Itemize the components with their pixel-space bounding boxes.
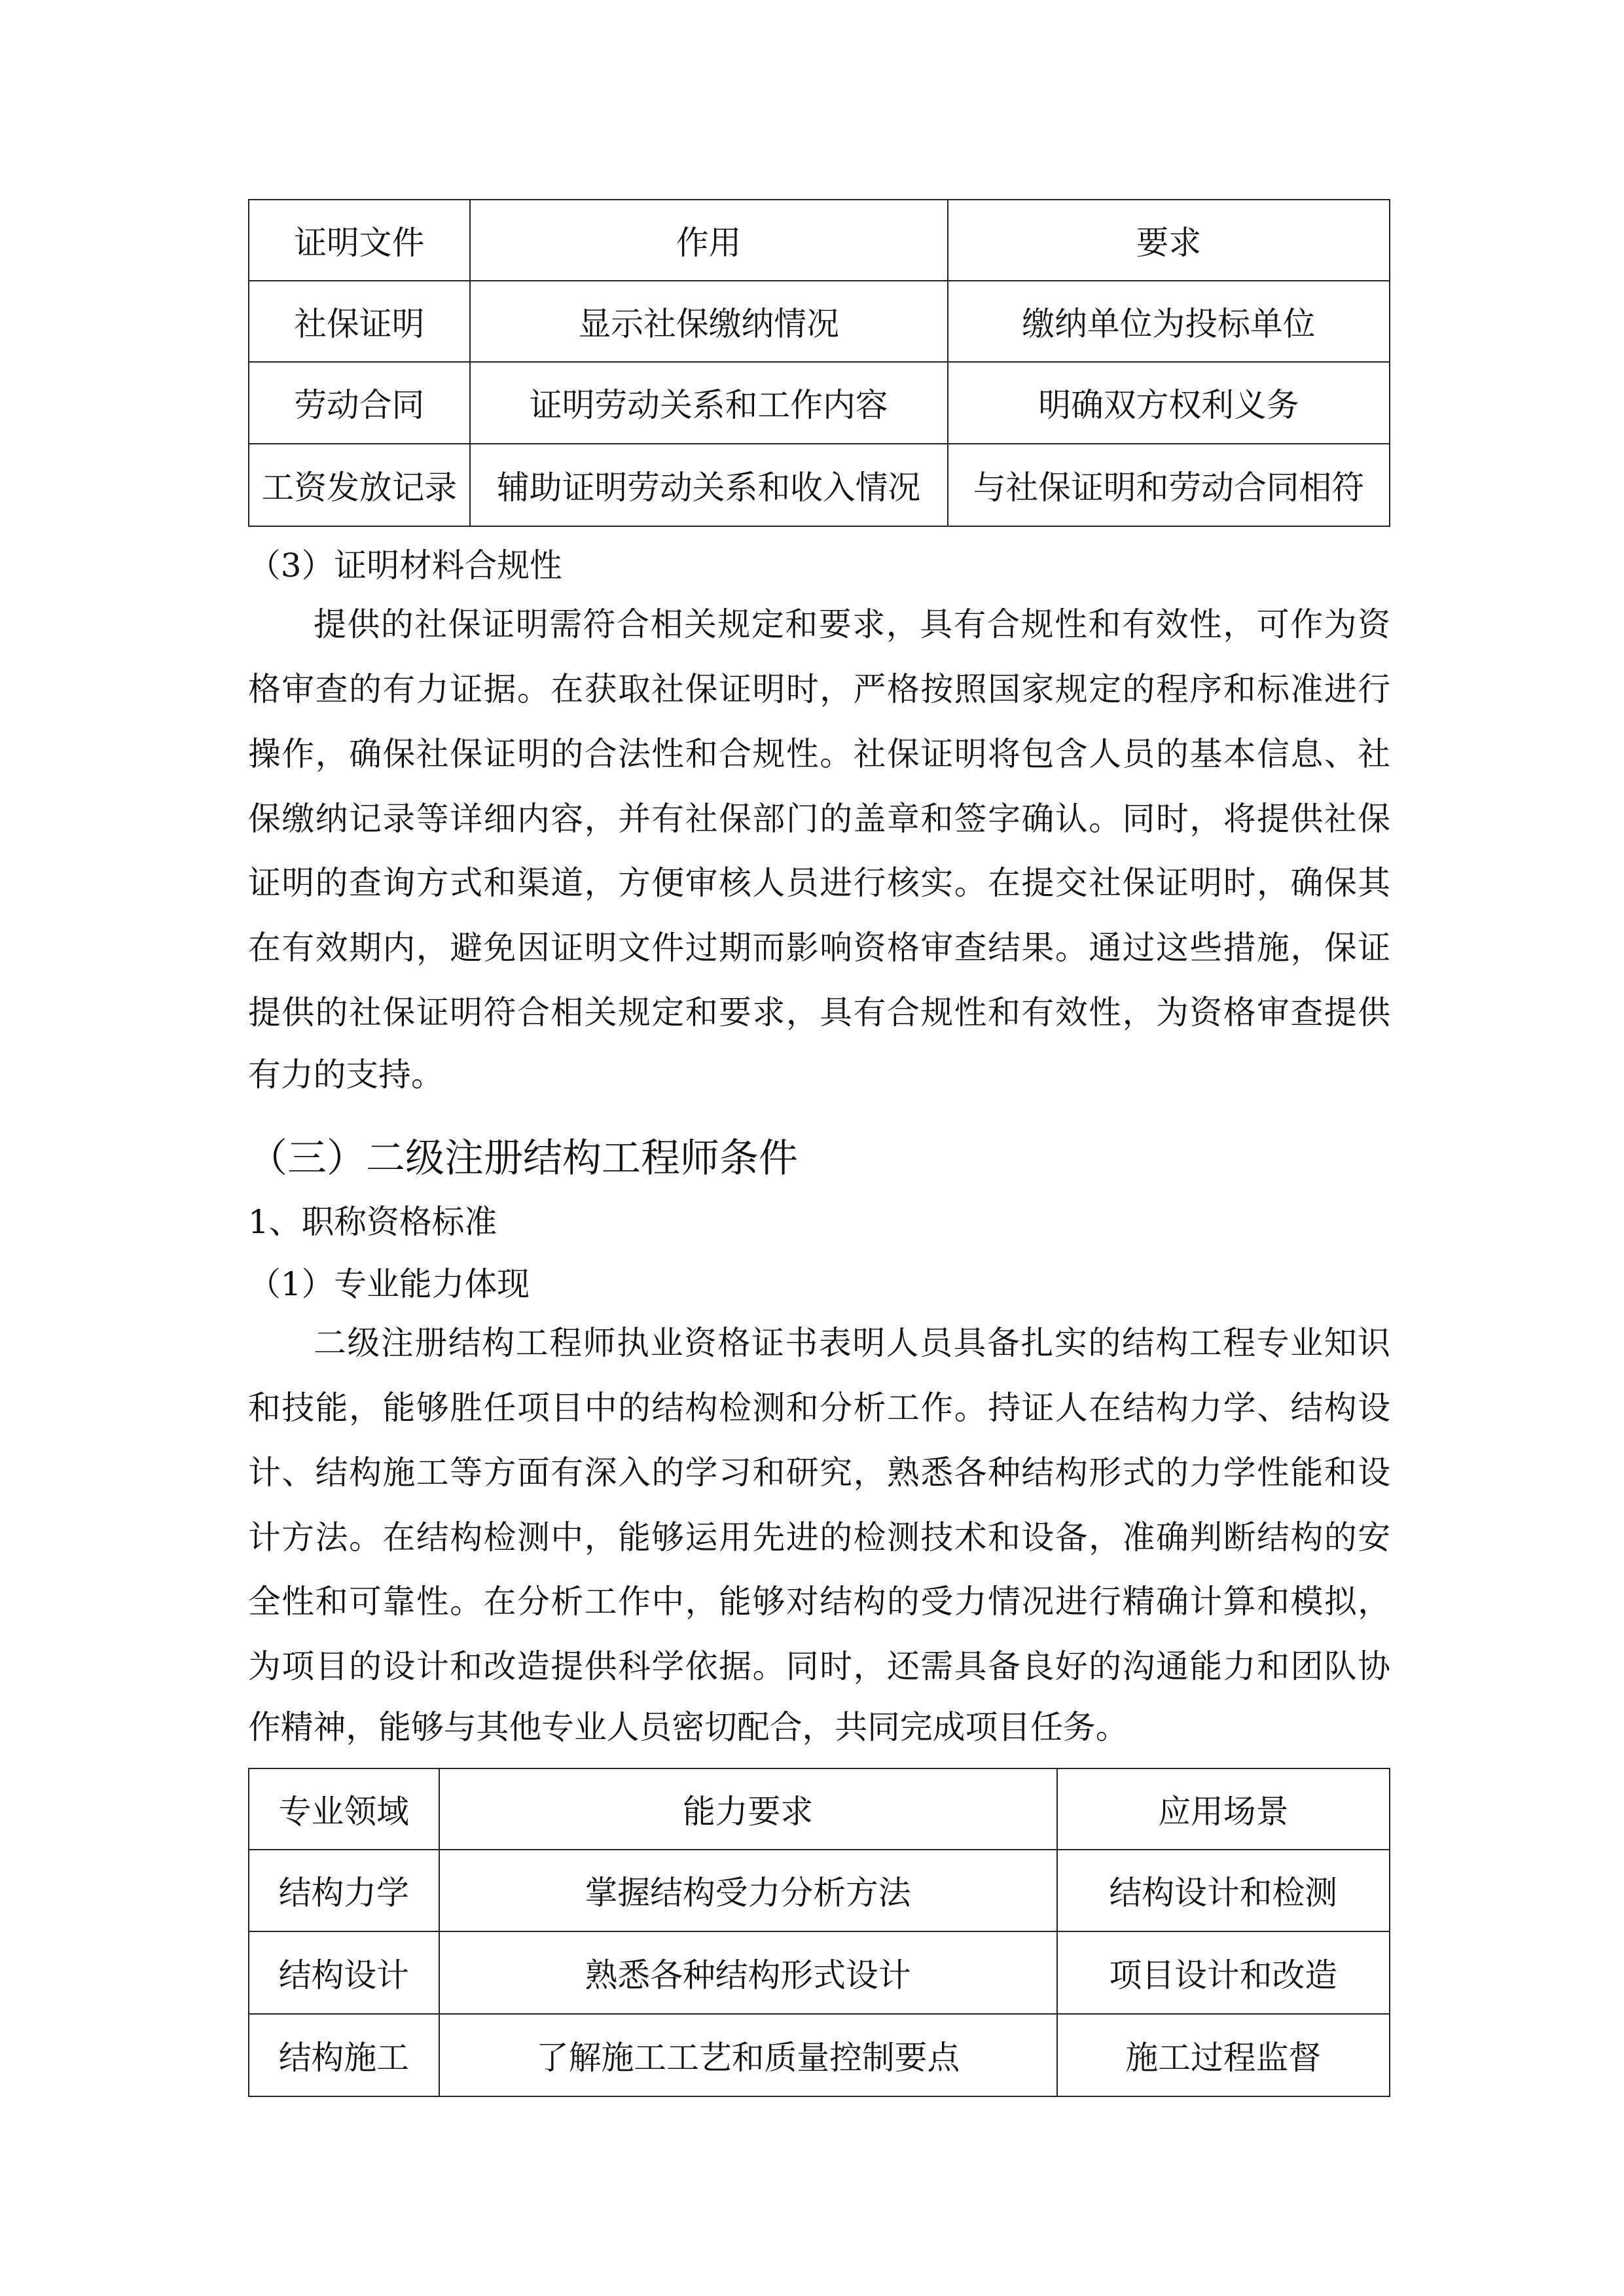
table-cell: 明确双方权利义务	[948, 362, 1390, 444]
table-row	[249, 1850, 1390, 1931]
table-cell: 熟悉各种结构形式设计	[439, 1931, 1057, 2014]
paragraph-line: 计方法。在结构检测中，能够运用先进的检测技术和设备，准确判断结构的安	[248, 1518, 1390, 1556]
table-cell: 工资发放记录	[249, 444, 470, 526]
paragraph-line: 提供的社保证明需符合相关规定和要求，具有合规性和有效性，可作为资	[314, 605, 1390, 643]
table-row	[249, 281, 1390, 362]
subheading: 1、职称资格标准	[248, 1203, 497, 1241]
table-cell: 结构设计	[249, 1931, 439, 2014]
ability-table	[248, 1768, 1390, 2097]
table-cell: 施工过程监督	[1057, 2014, 1390, 2096]
table-row	[249, 444, 1390, 526]
certificate-table	[248, 199, 1390, 527]
table-header-cell: 作用	[470, 200, 948, 281]
table-cell: 项目设计和改造	[1057, 1931, 1390, 2014]
table-cell: 辅助证明劳动关系和收入情况	[470, 444, 948, 526]
paragraph-line: 计、结构施工等方面有深入的学习和研究，熟悉各种结构形式的力学性能和设	[248, 1454, 1390, 1492]
table-cell: 了解施工工艺和质量控制要点	[439, 2014, 1057, 2096]
paragraph-line: 为项目的设计和改造提供科学依据。同时，还需具备良好的沟通能力和团队协	[248, 1647, 1390, 1685]
table-cell: 缴纳单位为投标单位	[948, 281, 1390, 362]
paragraph-line: 在有效期内，避免因证明文件过期而影响资格审查结果。通过这些措施，保证	[248, 929, 1390, 967]
table-header-cell: 专业领域	[249, 1768, 439, 1850]
table-header-row	[249, 200, 1390, 281]
subheading: （1）专业能力体现	[248, 1265, 530, 1303]
table-header-cell: 要求	[948, 200, 1390, 281]
paragraph-line: 证明的查询方式和渠道，方便审核人员进行核实。在提交社保证明时，确保其	[248, 864, 1390, 902]
table-cell: 结构力学	[249, 1850, 439, 1931]
table-header-cell: 能力要求	[439, 1768, 1057, 1850]
table-cell: 社保证明	[249, 281, 470, 362]
paragraph-line: 保缴纳记录等详细内容，并有社保部门的盖章和签字确认。同时，将提供社保	[248, 800, 1390, 838]
paragraph-line: 作精神，能够与其他专业人员密切配合，共同完成项目任务。	[248, 1708, 1128, 1746]
table-header-cell: 证明文件	[249, 200, 470, 281]
section-heading: （3）证明材料合规性	[248, 547, 562, 584]
paragraph-line: 格审查的有力证据。在获取社保证明时，严格按照国家规定的程序和标准进行	[248, 670, 1390, 708]
table-header-cell: 应用场景	[1057, 1768, 1390, 1850]
chapter-heading: （三）二级注册结构工程师条件	[248, 1136, 798, 1181]
table-row	[249, 1931, 1390, 2014]
paragraph-line: 二级注册结构工程师执业资格证书表明人员具备扎实的结构工程专业知识	[314, 1324, 1390, 1362]
table-header-row	[249, 1768, 1390, 1850]
paragraph-line: 有力的支持。	[248, 1056, 444, 1094]
table-cell: 劳动合同	[249, 362, 470, 444]
table-cell: 结构施工	[249, 2014, 439, 2096]
paragraph-line: 全性和可靠性。在分析工作中，能够对结构的受力情况进行精确计算和模拟，	[248, 1583, 1390, 1621]
table-cell: 与社保证明和劳动合同相符	[948, 444, 1390, 526]
table-cell: 证明劳动关系和工作内容	[470, 362, 948, 444]
table-cell: 结构设计和检测	[1057, 1850, 1390, 1931]
paragraph-line: 和技能，能够胜任项目中的结构检测和分析工作。持证人在结构力学、结构设	[248, 1389, 1390, 1427]
paragraph-line: 操作，确保社保证明的合法性和合规性。社保证明将包含人员的基本信息、社	[248, 735, 1390, 773]
table-row	[249, 362, 1390, 444]
table-cell: 掌握结构受力分析方法	[439, 1850, 1057, 1931]
paragraph-line: 提供的社保证明符合相关规定和要求，具有合规性和有效性，为资格审查提供	[248, 994, 1390, 1031]
table-row	[249, 2014, 1390, 2096]
table-cell: 显示社保缴纳情况	[470, 281, 948, 362]
